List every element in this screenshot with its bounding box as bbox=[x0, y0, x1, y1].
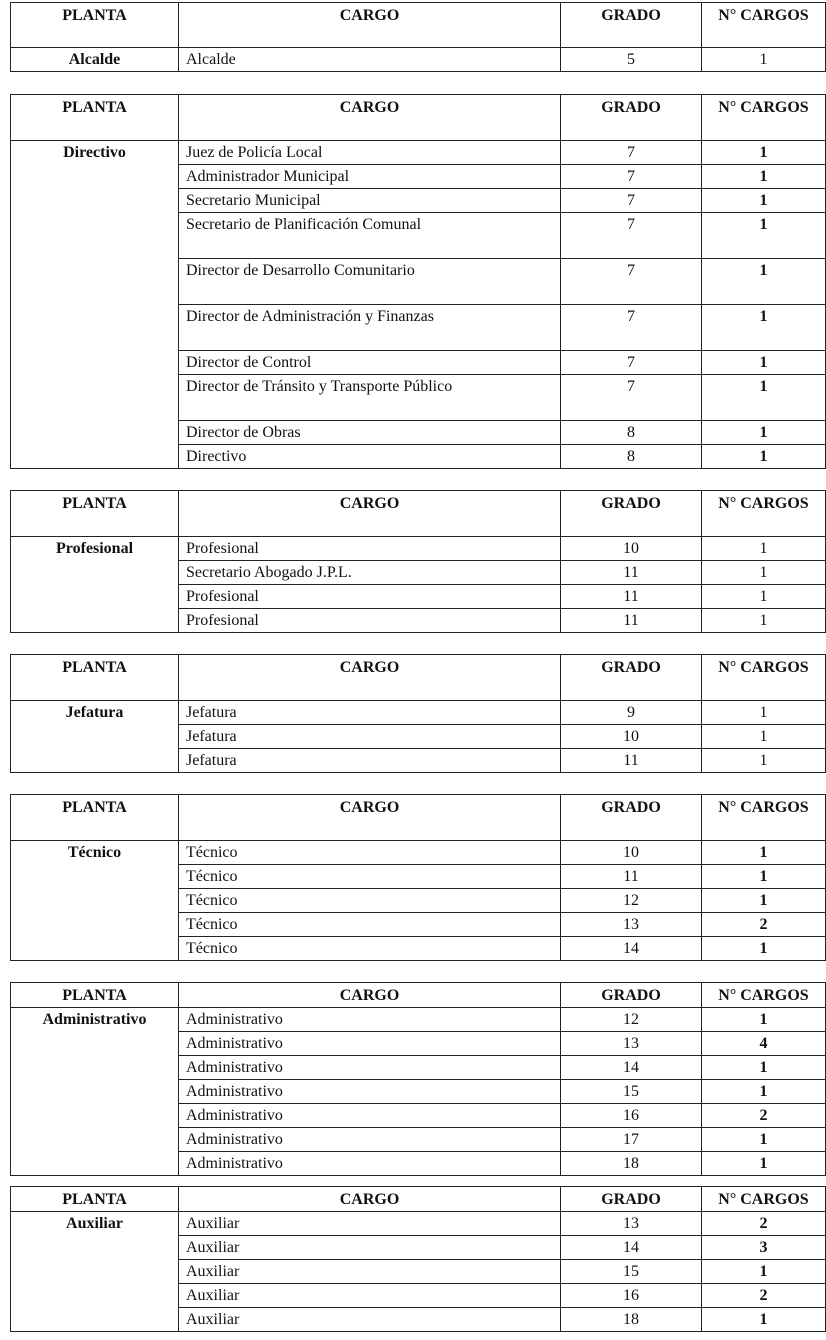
grado-cell: 5 bbox=[561, 48, 702, 72]
planta-label: Jefatura bbox=[11, 701, 179, 773]
table-row bbox=[11, 701, 826, 725]
n-cargos-cell: 1 bbox=[702, 1260, 826, 1284]
grado-cell: 8 bbox=[561, 445, 702, 469]
header-n-cargos: N° CARGOS bbox=[702, 983, 826, 1008]
n-cargos-cell: 1 bbox=[702, 141, 826, 165]
cargo-cell: Técnico bbox=[179, 937, 561, 961]
cargo-cell: Secretario Municipal bbox=[179, 189, 561, 213]
header-planta: PLANTA bbox=[11, 3, 179, 48]
grado-cell: 7 bbox=[561, 375, 702, 421]
header-grado: GRADO bbox=[561, 95, 702, 141]
grado-cell: 13 bbox=[561, 1032, 702, 1056]
cargo-cell: Administrativo bbox=[179, 1056, 561, 1080]
n-cargos-cell: 3 bbox=[702, 1236, 826, 1260]
grado-cell: 7 bbox=[561, 213, 702, 259]
cargo-cell: Juez de Policía Local bbox=[179, 141, 561, 165]
n-cargos-cell: 1 bbox=[702, 749, 826, 773]
n-cargos-cell: 1 bbox=[702, 609, 826, 633]
cargo-cell: Directivo bbox=[179, 445, 561, 469]
planta-label: Técnico bbox=[11, 841, 179, 961]
header-cargo: CARGO bbox=[179, 795, 561, 841]
grado-cell: 7 bbox=[561, 305, 702, 351]
cargo-cell: Jefatura bbox=[179, 749, 561, 773]
header-cargo: CARGO bbox=[179, 983, 561, 1008]
grado-cell: 11 bbox=[561, 749, 702, 773]
header-grado: GRADO bbox=[561, 3, 702, 48]
planta-label: Alcalde bbox=[11, 48, 179, 72]
n-cargos-cell: 1 bbox=[702, 375, 826, 421]
n-cargos-cell: 1 bbox=[702, 865, 826, 889]
table-row bbox=[11, 1008, 826, 1032]
planta-table-0 bbox=[10, 2, 826, 72]
header-planta: PLANTA bbox=[11, 1187, 179, 1212]
n-cargos-cell: 1 bbox=[702, 421, 826, 445]
grado-cell: 10 bbox=[561, 537, 702, 561]
cargo-cell: Jefatura bbox=[179, 725, 561, 749]
cargo-cell: Técnico bbox=[179, 889, 561, 913]
grado-cell: 18 bbox=[561, 1308, 702, 1332]
cargo-cell: Auxiliar bbox=[179, 1308, 561, 1332]
planta-table-4 bbox=[10, 794, 826, 961]
table-row bbox=[11, 141, 826, 165]
table-header-row bbox=[11, 655, 826, 701]
header-grado: GRADO bbox=[561, 983, 702, 1008]
cargo-cell: Auxiliar bbox=[179, 1284, 561, 1308]
header-cargo: CARGO bbox=[179, 95, 561, 141]
table-header-row bbox=[11, 491, 826, 537]
n-cargos-cell: 1 bbox=[702, 1008, 826, 1032]
header-cargo: CARGO bbox=[179, 1187, 561, 1212]
cargo-cell: Técnico bbox=[179, 865, 561, 889]
header-n-cargos: N° CARGOS bbox=[702, 491, 826, 537]
header-planta: PLANTA bbox=[11, 795, 179, 841]
grado-cell: 7 bbox=[561, 141, 702, 165]
grado-cell: 13 bbox=[561, 1212, 702, 1236]
grado-cell: 9 bbox=[561, 701, 702, 725]
n-cargos-cell: 1 bbox=[702, 1308, 826, 1332]
grado-cell: 10 bbox=[561, 725, 702, 749]
header-planta: PLANTA bbox=[11, 491, 179, 537]
cargo-cell: Alcalde bbox=[179, 48, 561, 72]
cargo-cell: Profesional bbox=[179, 585, 561, 609]
grado-cell: 18 bbox=[561, 1152, 702, 1176]
header-n-cargos: N° CARGOS bbox=[702, 655, 826, 701]
n-cargos-cell: 1 bbox=[702, 725, 826, 749]
table-header-row bbox=[11, 1187, 826, 1212]
planta-table-5 bbox=[10, 982, 826, 1176]
n-cargos-cell: 1 bbox=[702, 259, 826, 305]
cargo-cell: Técnico bbox=[179, 913, 561, 937]
grado-cell: 11 bbox=[561, 561, 702, 585]
n-cargos-cell: 1 bbox=[702, 1152, 826, 1176]
n-cargos-cell: 1 bbox=[702, 189, 826, 213]
header-grado: GRADO bbox=[561, 491, 702, 537]
cargo-cell: Director de Obras bbox=[179, 421, 561, 445]
grado-cell: 17 bbox=[561, 1128, 702, 1152]
grado-cell: 10 bbox=[561, 841, 702, 865]
table-row bbox=[11, 841, 826, 865]
n-cargos-cell: 1 bbox=[702, 1056, 826, 1080]
n-cargos-cell: 2 bbox=[702, 1284, 826, 1308]
table-header-row bbox=[11, 95, 826, 141]
n-cargos-cell: 1 bbox=[702, 701, 826, 725]
header-grado: GRADO bbox=[561, 655, 702, 701]
table-header-row bbox=[11, 795, 826, 841]
header-grado: GRADO bbox=[561, 795, 702, 841]
n-cargos-cell: 1 bbox=[702, 1080, 826, 1104]
grado-cell: 14 bbox=[561, 937, 702, 961]
planta-table-3 bbox=[10, 654, 826, 773]
cargo-cell: Director de Desarrollo Comunitario bbox=[179, 259, 561, 305]
grado-cell: 13 bbox=[561, 913, 702, 937]
header-cargo: CARGO bbox=[179, 3, 561, 48]
n-cargos-cell: 1 bbox=[702, 165, 826, 189]
header-n-cargos: N° CARGOS bbox=[702, 95, 826, 141]
grado-cell: 15 bbox=[561, 1080, 702, 1104]
cargo-cell: Administrativo bbox=[179, 1080, 561, 1104]
planta-label: Administrativo bbox=[11, 1008, 179, 1176]
grado-cell: 16 bbox=[561, 1284, 702, 1308]
n-cargos-cell: 1 bbox=[702, 585, 826, 609]
planta-label: Auxiliar bbox=[11, 1212, 179, 1332]
grado-cell: 12 bbox=[561, 889, 702, 913]
n-cargos-cell: 2 bbox=[702, 1104, 826, 1128]
n-cargos-cell: 1 bbox=[702, 351, 826, 375]
grado-cell: 7 bbox=[561, 259, 702, 305]
n-cargos-cell: 2 bbox=[702, 913, 826, 937]
cargo-cell: Secretario Abogado J.P.L. bbox=[179, 561, 561, 585]
grado-cell: 11 bbox=[561, 609, 702, 633]
cargo-cell: Administrativo bbox=[179, 1128, 561, 1152]
cargo-cell: Auxiliar bbox=[179, 1212, 561, 1236]
grado-cell: 7 bbox=[561, 189, 702, 213]
cargo-cell: Jefatura bbox=[179, 701, 561, 725]
n-cargos-cell: 1 bbox=[702, 48, 826, 72]
cargo-cell: Administrativo bbox=[179, 1008, 561, 1032]
planta-table-1 bbox=[10, 94, 826, 469]
cargo-cell: Técnico bbox=[179, 841, 561, 865]
table-row bbox=[11, 1212, 826, 1236]
header-n-cargos: N° CARGOS bbox=[702, 3, 826, 48]
n-cargos-cell: 4 bbox=[702, 1032, 826, 1056]
planta-table-2 bbox=[10, 490, 826, 633]
cargo-cell: Administrador Municipal bbox=[179, 165, 561, 189]
n-cargos-cell: 1 bbox=[702, 1128, 826, 1152]
header-cargo: CARGO bbox=[179, 655, 561, 701]
header-planta: PLANTA bbox=[11, 983, 179, 1008]
table-row bbox=[11, 48, 826, 72]
table-header-row bbox=[11, 3, 826, 48]
n-cargos-cell: 1 bbox=[702, 445, 826, 469]
cargo-cell: Auxiliar bbox=[179, 1236, 561, 1260]
planta-label: Profesional bbox=[11, 537, 179, 633]
grado-cell: 11 bbox=[561, 585, 702, 609]
n-cargos-cell: 1 bbox=[702, 305, 826, 351]
cargo-cell: Director de Control bbox=[179, 351, 561, 375]
grado-cell: 11 bbox=[561, 865, 702, 889]
cargo-cell: Administrativo bbox=[179, 1104, 561, 1128]
cargo-cell: Profesional bbox=[179, 537, 561, 561]
cargo-cell: Auxiliar bbox=[179, 1260, 561, 1284]
table-header-row bbox=[11, 983, 826, 1008]
grado-cell: 12 bbox=[561, 1008, 702, 1032]
header-n-cargos: N° CARGOS bbox=[702, 795, 826, 841]
cargo-cell: Profesional bbox=[179, 609, 561, 633]
grado-cell: 7 bbox=[561, 351, 702, 375]
planta-label: Directivo bbox=[11, 141, 179, 469]
grado-cell: 14 bbox=[561, 1236, 702, 1260]
header-n-cargos: N° CARGOS bbox=[702, 1187, 826, 1212]
n-cargos-cell: 1 bbox=[702, 213, 826, 259]
header-planta: PLANTA bbox=[11, 655, 179, 701]
cargo-cell: Director de Tránsito y Transporte Público bbox=[179, 375, 561, 421]
planta-table-6 bbox=[10, 1186, 826, 1332]
header-planta: PLANTA bbox=[11, 95, 179, 141]
cargo-cell: Secretario de Planificación Comunal bbox=[179, 213, 561, 259]
n-cargos-cell: 1 bbox=[702, 537, 826, 561]
n-cargos-cell: 1 bbox=[702, 889, 826, 913]
grado-cell: 16 bbox=[561, 1104, 702, 1128]
n-cargos-cell: 1 bbox=[702, 561, 826, 585]
grado-cell: 8 bbox=[561, 421, 702, 445]
grado-cell: 15 bbox=[561, 1260, 702, 1284]
n-cargos-cell: 2 bbox=[702, 1212, 826, 1236]
cargo-cell: Administrativo bbox=[179, 1032, 561, 1056]
grado-cell: 7 bbox=[561, 165, 702, 189]
n-cargos-cell: 1 bbox=[702, 937, 826, 961]
cargo-cell: Administrativo bbox=[179, 1152, 561, 1176]
header-cargo: CARGO bbox=[179, 491, 561, 537]
table-row bbox=[11, 537, 826, 561]
header-grado: GRADO bbox=[561, 1187, 702, 1212]
grado-cell: 14 bbox=[561, 1056, 702, 1080]
cargo-cell: Director de Administración y Finanzas bbox=[179, 305, 561, 351]
n-cargos-cell: 1 bbox=[702, 841, 826, 865]
